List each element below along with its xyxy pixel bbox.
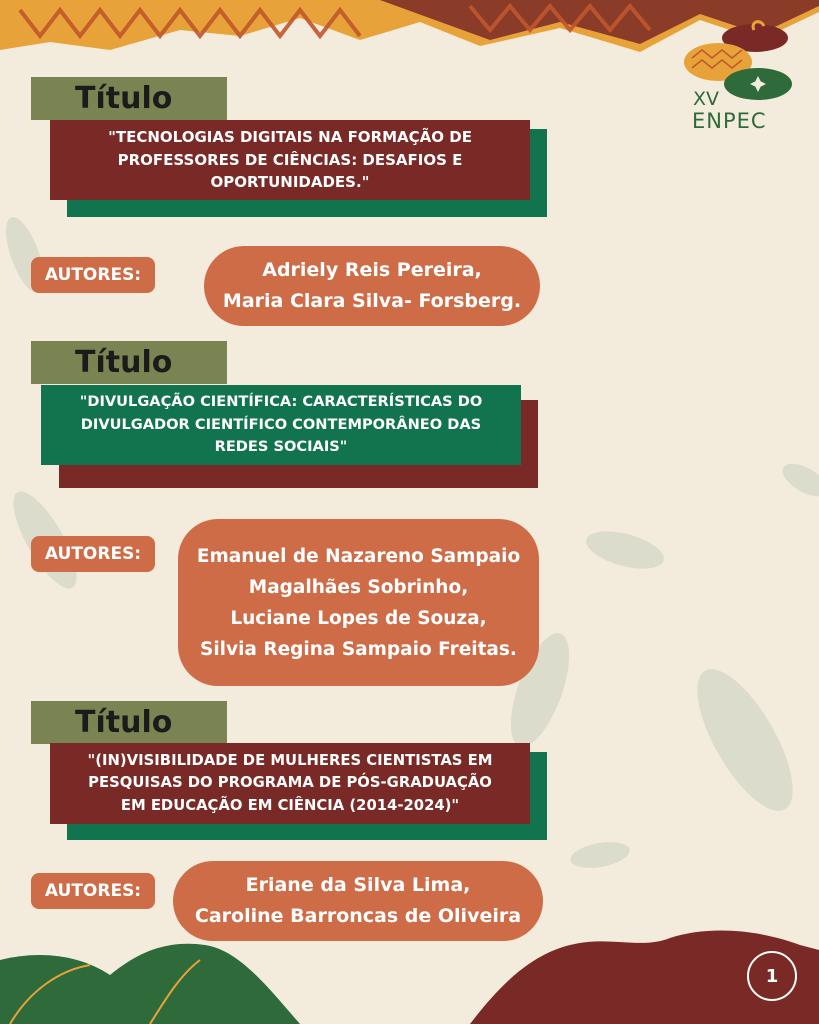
- title-label: Título: [31, 701, 227, 744]
- authors-pill: [178, 519, 539, 686]
- authors-label: AUTORES:: [31, 257, 155, 293]
- author-name: Luciane Lopes de Souza,: [230, 607, 487, 629]
- author-name: Adriely Reis Pereira,: [262, 259, 482, 281]
- authors-pill: [204, 246, 540, 326]
- title-label: Título: [31, 77, 227, 120]
- title-line: PESQUISAS DO PROGRAMA DE PÓS-GRADUAÇÃO: [88, 774, 492, 792]
- title-line: OPORTUNIDADES.": [210, 173, 370, 192]
- title-line: "DIVULGAÇÃO CIENTÍFICA: CARACTERÍSTICAS DO: [79, 393, 483, 411]
- title-box: [50, 120, 530, 200]
- author-name: Caroline Barroncas de Oliveira: [194, 905, 522, 927]
- author-name: Eriane da Silva Lima,: [245, 874, 471, 896]
- authors-label: AUTORES:: [31, 536, 155, 572]
- title-line: REDES SOCIAIS": [214, 438, 348, 456]
- author-name: Emanuel de Nazareno Sampaio: [196, 545, 521, 567]
- title-line: "(IN)VISIBILIDADE DE MULHERES CIENTISTAS EM: [87, 751, 493, 769]
- title-line: DIVULGADOR CIENTÍFICO CONTEMPORÂNEO DAS: [80, 415, 482, 433]
- title-line: EM EDUCAÇÃO EM CIÊNCIA (2014-2024)": [120, 796, 460, 814]
- author-name: Magalhães Sobrinho,: [248, 576, 469, 598]
- logo-enpec-text: ENPEC: [692, 109, 767, 133]
- title-box: [41, 385, 521, 465]
- logo-xv-text: XV: [693, 88, 720, 110]
- title-line: "TECNOLOGIAS DIGITAIS NA FORMAÇÃO DE: [108, 128, 472, 147]
- authors-pill: [173, 861, 543, 941]
- title-label: Título: [31, 341, 227, 384]
- author-name: Maria Clara Silva- Forsberg.: [222, 290, 522, 312]
- title-line: PROFESSORES DE CIÊNCIAS: DESAFIOS E: [117, 150, 463, 169]
- authors-label: AUTORES:: [31, 873, 155, 909]
- author-name: Silvia Regina Sampaio Freitas.: [200, 638, 517, 660]
- title-box: [50, 743, 530, 824]
- page-number: 1: [747, 951, 797, 1001]
